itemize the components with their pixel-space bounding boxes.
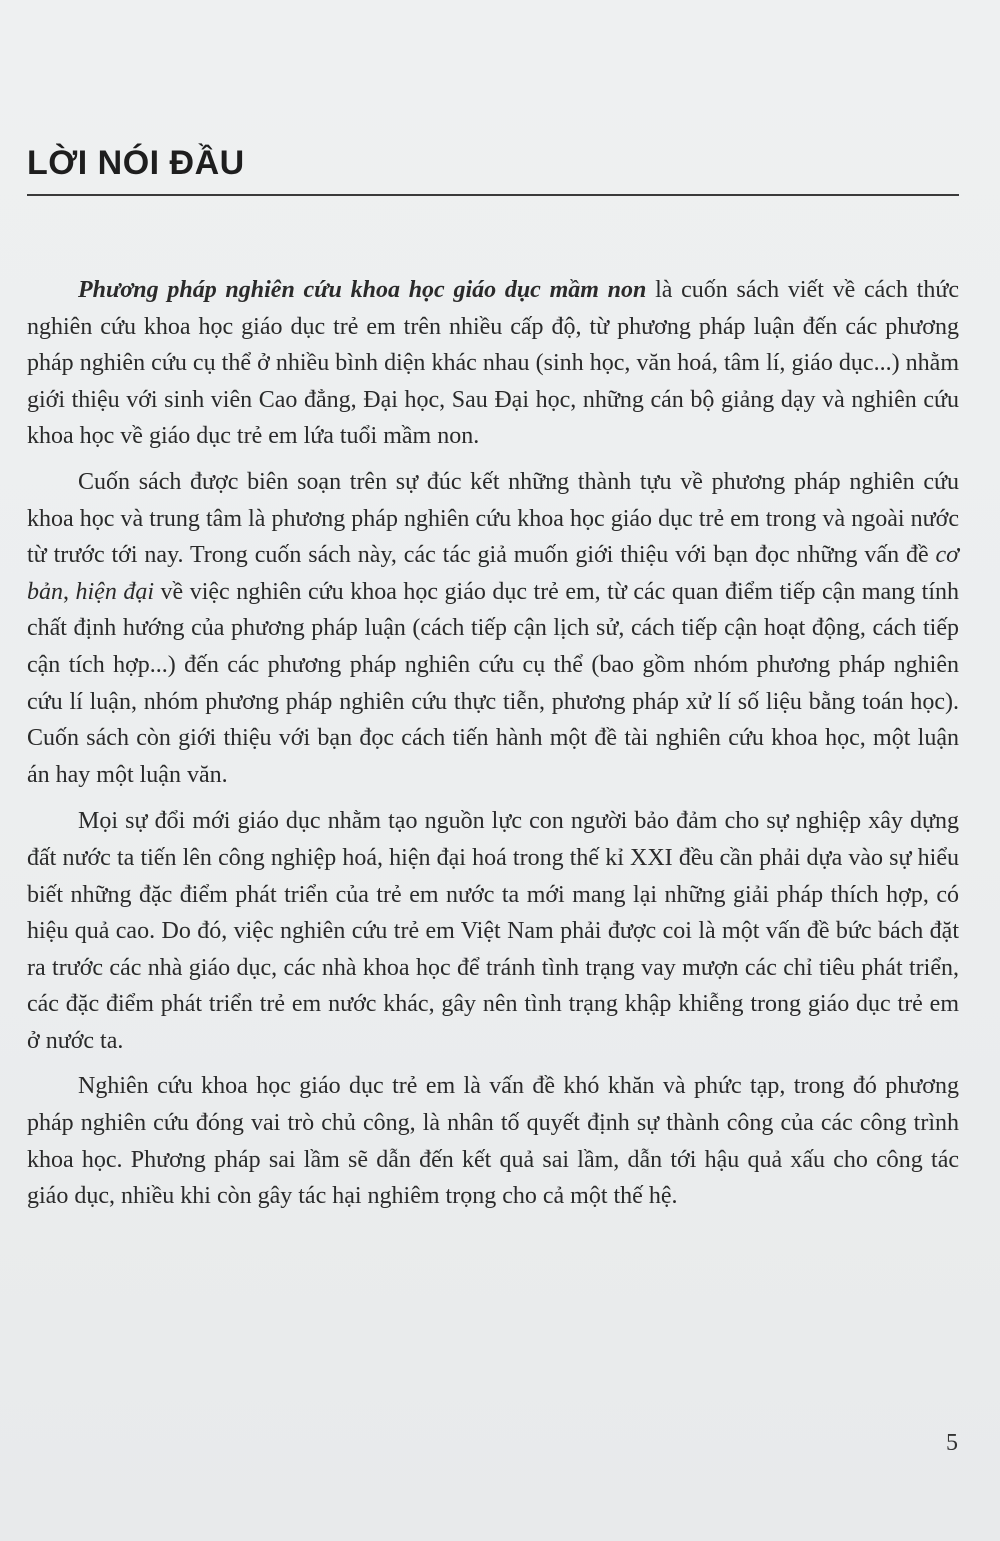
paragraph-4: Nghiên cứu khoa học giáo dục trẻ em là vấn đề khó khăn và phức tạp, trong đó phương pháp nghiên cứu đóng vai trò chủ công, là nhân tố quyết định sự thành công của các công trình khoa học. Phương pháp sai lầm sẽ dẫn đến kết quả sai lầm, dẫn tới hậu quả xấu cho công tác giáo dục, nhiều khi còn gây tác hại nghiêm trọng cho cả một thế hệ.: [27, 1073, 959, 1210]
title-divider: [27, 194, 959, 196]
body-text: [27, 272, 959, 1224]
paragraph-2-text-a: Cuốn sách được biên soạn trên sự đúc kết những thành tựu về phương pháp nghiên cứu khoa học và trung tâm là phương pháp nghiên cứu khoa học giáo dục trẻ em trong và ngoài nước từ trước tới nay. Trong cuốn sách này, các tác giả muốn giới thiệu với bạn đọc những vấn đề: [27, 468, 959, 569]
page-title: LỜI NÓI ĐẦU: [27, 144, 245, 182]
paragraph-2: [27, 464, 959, 793]
emphasis-hien-dai: hiện đại: [75, 578, 155, 605]
emphasis-co-ban: cơ bản: [27, 542, 959, 605]
paragraph-2-text-b: về việc nghiên cứu khoa học giáo dục trẻ em, từ các quan điểm tiếp cận mang tính chất định hướng của phương pháp luận (cách tiếp cận lịch sử, cách tiếp cận hoạt động, cách tiếp cận tích hợp...) đến các phương pháp nghiên cứu cụ thể (bao gồm nhóm phương pháp nghiên cứu lí luận, nhóm phương pháp nghiên cứu thực tiễn, phương pháp xử lí số liệu bằng toán học). Cuốn sách còn giới thiệu với bạn đọc cách tiến hành một đề tài nghiên cứu khoa học, một luận án hay một luận văn.: [27, 578, 959, 788]
book-title-emphasis: Phương pháp nghiên cứu khoa học giáo dục mầm non: [78, 277, 647, 303]
paragraph-2-separator: ,: [63, 578, 76, 605]
paragraph-3: Mọi sự đổi mới giáo dục nhằm tạo nguồn lực con người bảo đảm cho sự nghiệp xây dựng đất nước ta tiến lên công nghiệp hoá, hiện đại hoá trong thế kỉ XXI đều cần phải dựa vào sự hiểu biết những đặc điểm phát triển của trẻ em nước ta mới mang lại những giải pháp thích hợp, có hiệu quả cao. Do đó, việc nghiên cứu trẻ em Việt Nam phải được coi là một vấn đề bức bách đặt ra trước các nhà giáo dục, các nhà khoa học để tránh tình trạng vay mượn các chỉ tiêu phát triển, các đặc điểm phát triển trẻ em nước khác, gây nên tình trạng khập khiễng trong giáo dục trẻ em ở nước ta.: [27, 808, 959, 1054]
paragraph-1: [27, 272, 959, 455]
paragraph-1-text: là cuốn sách viết về cách thức nghiên cứu khoa học giáo dục trẻ em trên nhiều cấp độ, từ phương pháp luận đến các phương pháp nghiên cứu cụ thể ở nhiều bình diện khác nhau (sinh học, văn hoá, tâm lí, giáo dục...) nhằm giới thiệu với sinh viên Cao đẳng, Đại học, Sau Đại học, những cán bộ giảng dạy và nghiên cứu khoa học về giáo dục trẻ em lứa tuổi mầm non.: [27, 277, 960, 450]
page-number: 5: [946, 1430, 958, 1456]
